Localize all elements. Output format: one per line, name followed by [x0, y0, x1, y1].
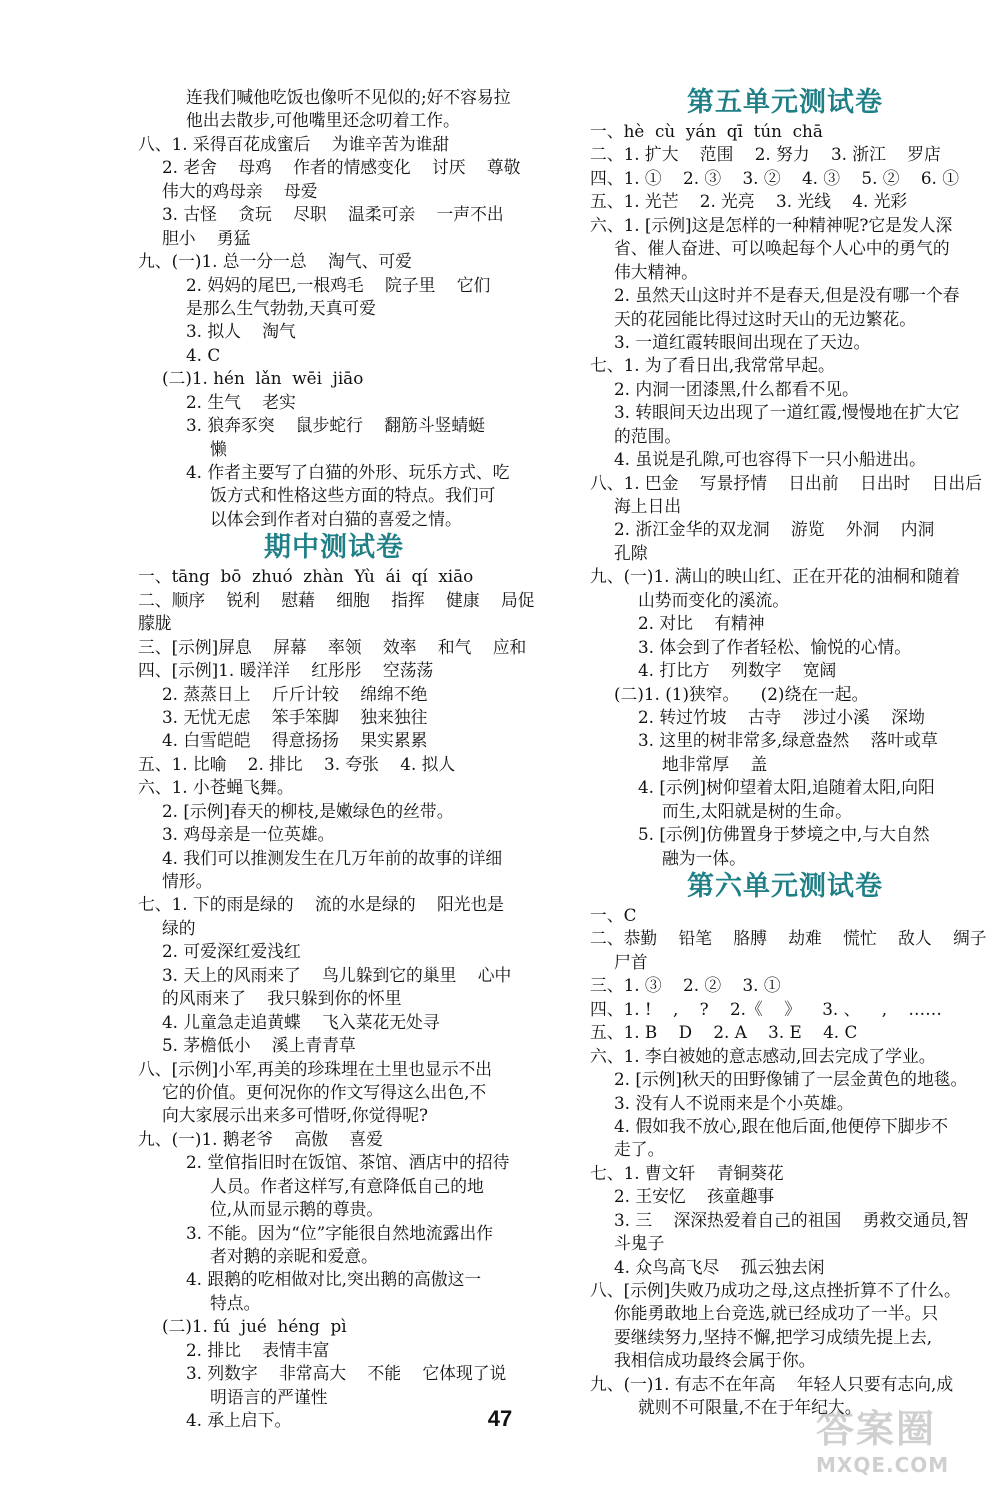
answer-line: 3. 狼奔豕突 鼠步蛇行 翻筋斗竖蜻蜓 — [186, 415, 485, 436]
answer-line: (二)1. hén lǎn wēi jiāo — [162, 368, 364, 389]
answer-line: 三、1. ③ 2. ② 3. ① — [590, 975, 781, 996]
answer-line: 我相信成功最终会属于你。 — [614, 1350, 816, 1371]
answer-line: 2. 内洞一团漆黑,什么都看不见。 — [614, 378, 859, 399]
answer-line: 4. 虽说是孔隙,可也容得下一只小船进出。 — [614, 449, 926, 470]
answer-line: 融为一体。 — [662, 847, 746, 868]
answer-line: 一、C — [590, 905, 637, 925]
left-column — [138, 86, 535, 1433]
answer-line: 3. 没有人不说雨来是个小英雄。 — [614, 1092, 854, 1113]
answer-line: 4. 作者主要写了白猫的外形、玩乐方式、吃 — [186, 462, 510, 482]
answer-line: 七、1. 下的雨是绿的 流的水是绿的 阳光也是 — [138, 894, 505, 915]
answer-line: 2. 可爱深红爱浅红 — [162, 941, 301, 962]
answer-line: 2. 蒸蒸日上 斤斤计较 绵绵不绝 — [162, 683, 428, 704]
answer-line: 3. 不能。因为“位”字能很自然地流露出作 — [186, 1222, 494, 1243]
answer-line: 3. 鸡母亲是一位英雄。 — [162, 824, 335, 845]
answer-line: 4. 承上启下。 — [186, 1410, 292, 1431]
answer-line: 四、1. ① 2. ③ 3. ② 4. ③ 5. ② 6. ① — [590, 167, 960, 188]
answer-line: 八、1. 巴金 写景抒情 日出前 日出时 日出后 — [590, 472, 982, 493]
answer-line: 3. 列数字 非常高大 不能 它体现了说 — [186, 1363, 507, 1384]
answer-line: 伟大的鸡母亲 母爱 — [162, 180, 318, 201]
answer-line: 向大家展示出来多可惜呀,你觉得呢? — [162, 1105, 429, 1126]
answer-line: 4. 打比方 列数字 宽阔 — [638, 660, 837, 681]
watermark-logo: 答案圈 — [816, 1407, 937, 1451]
answer-line: 九、(一)1. 总一分一总 淘气、可爱 — [138, 251, 412, 272]
answer-line: 4. C — [186, 344, 221, 365]
answer-line: 2. [示例]秋天的田野像铺了一层金黄色的地毯。 — [614, 1069, 968, 1090]
answer-line: 四、1. ! , ? 2.《 》 3. 、 , …… — [590, 998, 942, 1019]
answer-line: 六、1. [示例]这是怎样的一种精神呢?它是发人深 — [590, 214, 953, 235]
answer-line: 二、顺序 锐利 慰藉 细胞 指挥 健康 局促 — [138, 589, 535, 610]
answer-line: 特点。 — [210, 1292, 261, 1313]
answer-line: 地非常厚 盖 — [662, 753, 768, 774]
answer-line: 2. 浙江金华的双龙洞 游览 外洞 内洞 — [614, 519, 935, 540]
answer-line: 4. [示例]树仰望着太阳,追随着太阳,向阳 — [638, 777, 935, 798]
answer-line: 情形。 — [162, 871, 213, 891]
answer-line: 4. 儿童急走追黄蝶 飞入菜花无处寻 — [162, 1011, 440, 1032]
answer-line: 九、(一)1. 满山的映山红、正在开花的油桐和随着 — [590, 566, 961, 587]
watermark — [816, 1398, 986, 1478]
answer-line: 省、催人奋进、可以唤起每个人心中的勇气的 — [614, 238, 950, 259]
answer-line: 你能勇敢地上台竞选,就已经成功了一半。只 — [614, 1303, 939, 1324]
answer-line: 位,从而显示鹅的尊贵。 — [210, 1199, 384, 1220]
answer-line: 天的花园能比得过这时天山的无边繁花。 — [614, 308, 917, 329]
answer-line: 3. 拟人 淘气 — [186, 321, 296, 342]
answer-line: 八、1. 采得百花成蜜后 为谁辛苦为谁甜 — [138, 133, 450, 154]
answer-line: 海上日出 — [614, 496, 682, 516]
answer-line: 3. 一道红霞转眼间出现在了天边。 — [614, 331, 871, 352]
answer-line: 九、(一)1. 鹅老爷 高傲 喜爱 — [138, 1128, 383, 1149]
answer-line: 斗鬼子 — [614, 1233, 665, 1254]
answer-line: 3. 三 深深热爱着自己的祖国 勇救交通员,智 — [614, 1209, 969, 1230]
answer-line: (二)1. (1)狭窄。 (2)绕在一起。 — [614, 683, 869, 704]
section-title: 期中测试卷 — [264, 532, 404, 564]
answer-line: 连我们喊他吃饭也像听不见似的;好不容易拉 — [186, 87, 511, 107]
answer-line: 七、1. 为了看日出,我常常早起。 — [590, 355, 835, 376]
answer-line: 他出去散步,可他嘴里还念叨着工作。 — [186, 110, 460, 131]
answer-line: 就则不可限量,不在于年纪大。 — [638, 1397, 862, 1418]
answer-line: 六、1. 李白被她的意志感动,回去完成了学业。 — [590, 1045, 936, 1066]
answer-line: 五、1. B D 2. A 3. E 4. C — [590, 1022, 858, 1043]
answer-line: 2. 妈妈的尾巴,一根鸡毛 院子里 它们 — [186, 274, 491, 295]
answer-line: 一、tāng bō zhuó zhàn Yù ái qí xiāo — [138, 566, 474, 587]
answer-line: 走了。 — [614, 1139, 665, 1160]
answer-line: 尸首 — [614, 951, 648, 972]
answer-line: 二、恭勤 铅笔 胳膊 劫难 慌忙 敌人 绸子 — [590, 928, 987, 949]
answer-line: 3. 这里的树非常多,绿意盎然 落叶或草 — [638, 730, 938, 751]
answer-line: 2. 老舍 母鸡 作者的情感变化 讨厌 尊敬 — [162, 157, 521, 178]
answer-line: 3. 体会到了作者轻松、愉悦的心情。 — [638, 636, 912, 657]
answer-line: 孔隙 — [614, 542, 648, 563]
answer-line: 2. 排比 表情丰富 — [186, 1339, 330, 1360]
answer-line: 一、hè cù yán qī tún chā — [590, 121, 823, 141]
answer-line: 八、[示例]小军,再美的珍珠埋在土里也显示不出 — [138, 1058, 493, 1079]
right-column — [590, 86, 987, 1420]
answer-line: 七、1. 曹文轩 青铜葵花 — [590, 1162, 784, 1183]
answer-line: 四、[示例]1. 暖洋洋 红彤彤 空荡荡 — [138, 660, 434, 681]
answer-line: 4. 白雪皑皑 得意扬扬 果实累累 — [162, 730, 428, 751]
answer-line: 4. 跟鹅的吃相做对比,突出鹅的高傲这一 — [186, 1269, 482, 1290]
answer-line: 的风雨来了 我只躲到你的怀里 — [162, 988, 402, 1009]
watermark-url: MXQE.COM — [816, 1453, 950, 1477]
answer-line: 懒 — [210, 438, 227, 459]
answer-line: 2. 转过竹坡 古寺 涉过小溪 深坳 — [638, 706, 925, 727]
answer-line: 4. 假如我不放心,跟在他后面,他便停下脚步不 — [614, 1115, 949, 1136]
answer-line: 朦胧 — [138, 613, 172, 634]
answer-line: 六、1. 小苍蝇飞舞。 — [138, 777, 294, 798]
answer-line: 的范围。 — [614, 425, 682, 446]
answer-line: 胆小 勇猛 — [162, 227, 251, 248]
answer-line: 者对鹅的亲昵和爱意。 — [210, 1246, 378, 1266]
answer-line: 以体会到作者对白猫的喜爱之情。 — [210, 508, 462, 529]
answer-line: 伟大精神。 — [614, 261, 698, 282]
answer-line: 2. 对比 有精神 — [638, 613, 765, 634]
answer-line: 山势而变化的溪流。 — [638, 589, 790, 610]
answer-line: 5. [示例]仿佛置身于梦境之中,与大自然 — [638, 824, 930, 845]
answer-line: 5. 茅檐低小 溪上青青草 — [162, 1035, 356, 1056]
answer-line: 八、[示例]失败乃成功之母,这点挫折算不了什么。 — [590, 1280, 961, 1300]
answer-line: 4. 众鸟高飞尽 孤云独去闲 — [614, 1256, 825, 1277]
section-title: 第五单元测试卷 — [687, 87, 883, 118]
answer-line: 人员。作者这样写,有意降低自己的地 — [210, 1175, 484, 1196]
answer-line: 而生,太阳就是树的生命。 — [662, 800, 852, 821]
section-title: 第六单元测试卷 — [687, 871, 883, 902]
answer-line: (二)1. fú jué héng pì — [162, 1316, 347, 1337]
answer-line: 2. 虽然天山这时并不是春天,但是没有哪一个春 — [614, 285, 960, 306]
answer-line: 4. 我们可以推测发生在几万年前的故事的详细 — [162, 847, 503, 868]
answer-line: 2. 堂倌指旧时在饭馆、茶馆、酒店中的招待 — [186, 1152, 510, 1173]
answer-line: 饭方式和性格这些方面的特点。我们可 — [210, 485, 496, 506]
answer-line: 3. 古怪 贪玩 尽职 温柔可亲 一声不出 — [162, 204, 504, 225]
answer-line: 五、1. 比喻 2. 排比 3. 夸张 4. 拟人 — [138, 753, 456, 774]
answer-line: 它的价值。更何况你的作文写得这么出色,不 — [162, 1081, 487, 1102]
answer-line: 是那么生气勃勃,天真可爱 — [186, 297, 376, 318]
answer-line: 绿的 — [162, 917, 196, 938]
answer-line: 明语言的严谨性 — [210, 1386, 328, 1407]
answer-line: 3. 无忧无虑 笨手笨脚 独来独往 — [162, 706, 428, 727]
answer-line: 三、[示例]屏息 屏幕 率领 效率 和气 应和 — [138, 636, 527, 657]
answer-line: 2. 生气 老实 — [186, 391, 296, 412]
answer-line: 3. 转眼间天边出现了一道红霞,慢慢地在扩大它 — [614, 402, 960, 423]
page-number: 47 — [487, 1406, 513, 1431]
answer-line: 二、1. 扩大 范围 2. 努力 3. 浙江 罗店 — [590, 144, 941, 165]
answer-line: 要继续努力,坚持不懈,把学习成绩先提上去, — [614, 1326, 933, 1347]
answer-line: 3. 天上的风雨来了 鸟儿躲到它的巢里 心中 — [162, 964, 512, 985]
answer-line: 五、1. 光芒 2. 光亮 3. 光线 4. 光彩 — [590, 191, 908, 212]
answer-line: 2. 王安忆 孩童趣事 — [614, 1186, 775, 1207]
answer-line: 2. [示例]春天的柳枝,是嫩绿色的丝带。 — [162, 800, 454, 821]
answer-line: 九、(一)1. 有志不在年高 年轻人只要有志向,成 — [590, 1373, 954, 1394]
